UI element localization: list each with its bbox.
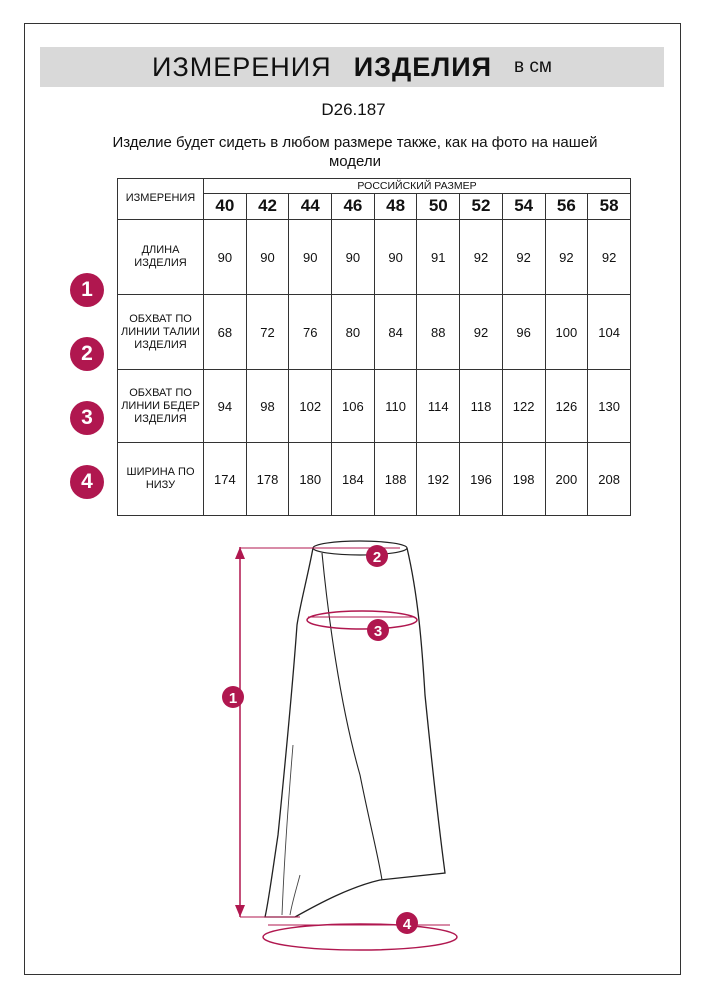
- table-row: [118, 219, 631, 294]
- size-header-cell: 56: [545, 194, 588, 220]
- value-cell: 92: [545, 219, 588, 294]
- value-cell: 198: [502, 443, 545, 516]
- value-cell: 84: [374, 295, 417, 370]
- title-banner: [40, 47, 664, 87]
- group-header: РОССИЙСКИЙ РАЗМЕР: [204, 179, 631, 194]
- title-unit: в см: [514, 56, 552, 77]
- hip-measure-ellipse: [307, 611, 417, 629]
- value-cell: 192: [417, 443, 460, 516]
- table-row: [118, 370, 631, 443]
- size-header-cell: 42: [246, 194, 289, 220]
- title-main: ИЗМЕРЕНИЯ: [152, 51, 332, 82]
- measurement-label: ДЛИНА ИЗДЕЛИЯ: [118, 219, 204, 294]
- marker-3-label: 3: [373, 623, 383, 640]
- value-cell: 100: [545, 295, 588, 370]
- value-cell: 122: [502, 370, 545, 443]
- value-cell: 110: [374, 370, 417, 443]
- panel-seam: [322, 553, 382, 880]
- marker-1-label: 1: [228, 690, 238, 707]
- value-cell: 80: [332, 295, 375, 370]
- value-cell: 96: [502, 295, 545, 370]
- value-cell: 98: [246, 370, 289, 443]
- value-cell: 130: [588, 370, 631, 443]
- value-cell: 92: [588, 219, 631, 294]
- value-cell: 208: [588, 443, 631, 516]
- value-cell: 91: [417, 219, 460, 294]
- fold-line: [282, 745, 293, 915]
- value-cell: 104: [588, 295, 631, 370]
- value-cell: 92: [460, 219, 503, 294]
- value-cell: 126: [545, 370, 588, 443]
- row-number-badge: 3: [70, 401, 104, 435]
- value-cell: 90: [204, 219, 247, 294]
- value-cell: 102: [289, 370, 332, 443]
- title-bold: ИЗДЕЛИЯ: [353, 51, 493, 82]
- value-cell: 90: [332, 219, 375, 294]
- row-number-badge: 4: [70, 465, 104, 499]
- value-cell: 178: [246, 443, 289, 516]
- value-cell: 88: [417, 295, 460, 370]
- value-cell: 200: [545, 443, 588, 516]
- value-cell: 174: [204, 443, 247, 516]
- row-number-badge: 1: [70, 273, 104, 307]
- table-row: [118, 443, 631, 516]
- table-row: [118, 295, 631, 370]
- value-cell: 188: [374, 443, 417, 516]
- value-cell: 90: [374, 219, 417, 294]
- size-header-cell: 58: [588, 194, 631, 220]
- measurement-label: ШИРИНА ПО НИЗУ: [118, 443, 204, 516]
- value-cell: 90: [289, 219, 332, 294]
- value-cell: 92: [502, 219, 545, 294]
- size-header-cell: 40: [204, 194, 247, 220]
- value-cell: 76: [289, 295, 332, 370]
- value-cell: 118: [460, 370, 503, 443]
- value-cell: 196: [460, 443, 503, 516]
- value-cell: 180: [289, 443, 332, 516]
- row-number-badge: 2: [70, 337, 104, 371]
- value-cell: 114: [417, 370, 460, 443]
- corner-label: ИЗМЕРЕНИЯ: [118, 179, 204, 220]
- article-number: D26.187: [321, 100, 386, 119]
- value-cell: 92: [460, 295, 503, 370]
- skirt-outline: [265, 548, 445, 917]
- fold-line: [290, 875, 300, 915]
- size-header-cell: 52: [460, 194, 503, 220]
- value-cell: 106: [332, 370, 375, 443]
- value-cell: 94: [204, 370, 247, 443]
- size-header-cell: 50: [417, 194, 460, 220]
- value-cell: 68: [204, 295, 247, 370]
- size-header-cell: 46: [332, 194, 375, 220]
- marker-2-label: 2: [372, 549, 382, 566]
- arrow-up-icon: [235, 547, 245, 559]
- value-cell: 90: [246, 219, 289, 294]
- arrow-down-icon: [235, 905, 245, 917]
- value-cell: 184: [332, 443, 375, 516]
- fit-note: Изделие будет сидеть в любом размере также, как на фото на нашей модели: [112, 134, 598, 170]
- measurement-label: ОБХВАТ ПО ЛИНИИ ТАЛИИ ИЗДЕЛИЯ: [118, 295, 204, 370]
- marker-4-label: 4: [402, 916, 412, 933]
- skirt-diagram: [200, 535, 460, 955]
- size-header-cell: 48: [374, 194, 417, 220]
- measurement-label: ОБХВАТ ПО ЛИНИИ БЕДЕР ИЗДЕЛИЯ: [118, 370, 204, 443]
- value-cell: 72: [246, 295, 289, 370]
- table-header-row: [118, 179, 631, 194]
- size-header-cell: 44: [289, 194, 332, 220]
- size-table: [117, 178, 631, 516]
- size-header-cell: 54: [502, 194, 545, 220]
- hem-measure-ellipse: [263, 924, 457, 950]
